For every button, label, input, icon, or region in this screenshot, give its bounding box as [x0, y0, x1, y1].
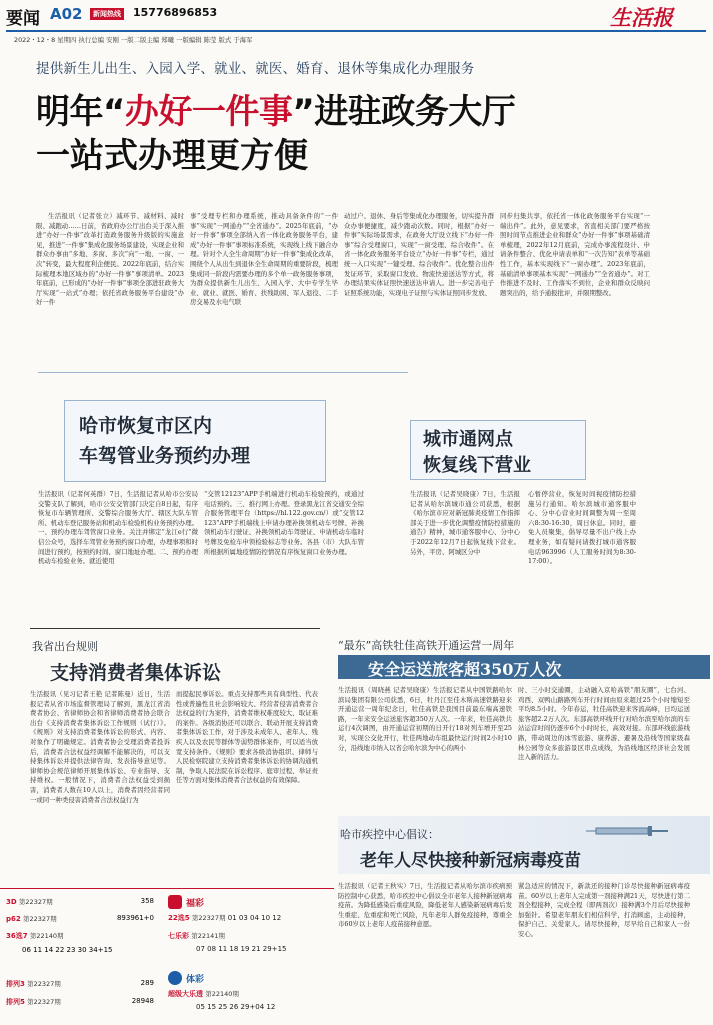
story3-title-1: 城市通网点: [423, 429, 513, 450]
syringe-icon: [586, 822, 670, 832]
story2-col-2: “交管12123”APP手机端进行机动车检验预约，或通过电话预约。三、推行网上办理。登录黑龙江省交通安全综合服务管理平台（https://hl.122.gov.cn/）或“交管12123”APP手机端线上申请办理补换领机动车号牌、补换领机动车行驶证、补换领机动车驾驶证、申请机动车临时号牌及免检车申领检验标志等业务。各县（市）大队车管所根据所属地疫情防控情况有序恢复窗口业务办理。: [204, 490, 364, 556]
story3-col-1: 生活报讯（记者吴晓康）7日，生活报记者从哈尔滨城市通公司获悉，根据《哈尔滨市应对新冠肺炎疫情工作指挥部关于进一步优化调整疫情防控措施的通告》精神，城市通客服中心、分中心于2022年12月7日起恢复线下营业。另外，平房、阿城区分中: [410, 490, 520, 556]
lotto-issue: 第22140期: [205, 990, 239, 998]
ticai-label: 体彩: [186, 975, 205, 985]
lotto-result: 358: [140, 897, 154, 905]
story2-col-1: 生活报讯（记者何英群）7日，生活报记者从哈市公安局交警支队了解到，哈市公安交管部门决定自8日起，有序恢复市车辆管理所、交警综合服务大厅、辖区大队车管所、机动车登记服务站和机动车检验机构业务预约办理。一、预约办理车驾管窗口业务。关注并绑定“龙江e行”微信公众号，选择车驾管业务预约窗口办理，办理事项和时间进行预约，按预约时间、窗口地址办理。二、预约办理机动车检验业务。就近使用: [38, 490, 198, 566]
story5-col-1: 生活报讯（周晓燕 记者吴晓康）生活报记者从中国铁路哈尔滨局集团有限公司获悉，6日，牡丹江至佳木斯高速铁路迎来开通运营一周年纪念日，牡佳高铁是我国目前最东端高速铁路，一年来安全运送旅客超350万人次。一年来，牡佳高铁共运行4次调图，由开通运营初期的日开行18对列车增开至25对，实现公交化开行，牡佳两地动车组最快运行时间2小时10分，沿线地市纳入以省会哈尔滨为中心的两小: [338, 686, 512, 752]
header-rule: [6, 30, 706, 32]
lotto-name: 超级大乐透: [168, 990, 203, 998]
lotto-result: 07 08 11 18 19 21 29+15: [196, 945, 287, 953]
headline-pre: 明年“: [36, 92, 125, 132]
ticai-logo-icon: [168, 971, 182, 985]
lead-headline: [36, 84, 706, 133]
story5-col-2: 时、三小时交通圈，主动融入京哈高铁“朋友圈”，七台河、鸡西、双鸭山路路列车开行时间由原来超过25个小时缩短至平均8.5小时。今年春运，牡佳高铁迎来客流高峰，日均运送旅客超2.2万人次。东部高铁环线开行对哈尔滨至哈尔滨的车站运营时间仍逐步6个小时时长，高效对接。东部环线旅游线路，带动周边的冰雪旅游、康养游、避暑及沿线等国家级森林公园等众多旅游景区串点成线，为沿线地区经济社会发展注入新的活力。: [518, 686, 690, 762]
lotto-row: [6, 931, 156, 941]
lotto-issue: 第22327期: [27, 980, 61, 988]
lotto-row: [6, 897, 156, 906]
lotto-row: [6, 997, 156, 1007]
story6-col-2: 紧急适应的情况下，新款还的接种门诊尽快接种新冠病毒疫苗。60岁以上老年人完成第一剂接种满21天，尽快进行第二剂全程接种，完成全程（即两剂次）接种满3个月后尽快接种加强针。希望老年朋友们相信科学，打消顾虑，主动接种，保护自己、关爱家人。请尽快接种，尽早给自己和家人一份安心。: [518, 882, 690, 938]
lotto-issue: 第22327期: [27, 998, 61, 1006]
lead-headline-line2: 一站式办理更方便: [36, 136, 308, 176]
lotto-result: 05 15 25 26 29+04 12: [196, 1003, 276, 1011]
lotto-issue: 第22327期: [191, 914, 226, 922]
lotto-result: 06 11 14 22 23 30 34+15: [22, 946, 113, 954]
story4-col-1: 生活报讯（见习记者王艳 记者陈曼）近日，生活报记者从省市场监督管理局了解到，黑龙江省消费者协会、省律师协会和省律师消费者协会联合出台《支持消费者集体诉讼工作规则（试行）》。《规则》对支持消费者集体诉讼的形式、内容、对象作了明确规定。消费者协会受理消费者投诉后，消费者合法权益经调解不能解决的，可以支持集体诉讼并提供法律咨询、发表指导意见等。律师协会规范律师开展集体诉讼、专业指导、支持维权。一般情况下，消费者合法权益受到损害，消费者人数在10人以上，消费者因经营者同一或同一种类侵害消费者合法权益行为: [30, 690, 170, 804]
lotto-name: p62: [6, 915, 21, 923]
story3-title-box: [410, 420, 586, 480]
story5-title-band: [338, 655, 710, 679]
story3-title-2: 恢复线下营业: [423, 455, 531, 476]
fucai-row: [168, 913, 328, 923]
lotto-issue: 第22140期: [29, 932, 64, 940]
hotline-badge: 新闻热线: [90, 8, 124, 20]
edition-info: 2022・12・8 星期四 执行总编 安刚 一版二版主编 郑曦 一版编辑 陈莹 版式 于海军: [14, 36, 253, 44]
fucai-row: [168, 931, 328, 941]
lead-col-4: 同步归集共享，依托省一体化政务服务平台实现“一端出件”。此外，意见要求，省直相关部门要严格按照时间节点推进企业和群众“办好一件事”事项基础清单梳理，2022年12月底前，完成办事流程设计、申请条件整合、优化申请表单和“一次告知”表单等基础性工作，基本实现线下“一窗办理”。2023年底前，基础清单事项基本实现“一网通办”“全省通办”。对工作推进不及时、工作落实不到位，企业和群众反映问题突出的，给予通报批评，并限期整改。: [500, 212, 650, 297]
lotto-result: 289: [140, 979, 154, 987]
lead-col-3: 动过户、退休、身后等集成化办理服务，切实提升群众办事便捷度，减少跑动次数。同时，根据“办好一件事”实际场景需求，在政务大厅设立线下“办好一件事”综合受理窗口，实现“一窗受理、综合收件”。在省一体化政务服务平台设立“办好一件事”专栏，通过统一入口实现“一键受理、综合收件”。优化整合出件发证环节，采取窗口发放、物流快递送达等方式，将办理结果实体证照快速送达申请人。进一步完善电子证照系统功能，实现电子证照与实体证照同步发放、: [344, 212, 494, 297]
fucai-logo-icon: [168, 895, 182, 909]
lotto-issue: 第22141期: [191, 932, 225, 940]
ticai-row: [168, 989, 328, 999]
fucai-label: 福彩: [186, 899, 205, 909]
section-name: 要闻: [6, 9, 40, 29]
story5-title: 安全运送旅客超350万人次: [368, 660, 562, 679]
lotto-result: 28948: [131, 997, 154, 1005]
story6-col-1: 生活报讯（记者王秋实）7日，生活报记者从哈尔滨市疾病预防控制中心获悉，哈市疾控中心倡议全市老年人接种新冠病毒疫苗。为降低感染后重症风险，降低老年人感染新冠病毒后发生重症、危重症和死亡风险，凡年老年人群免疫接种，尊重全市60岁以上老年人疫苗接种意愿。: [338, 882, 512, 929]
story2-title-1: 哈市恢复市区内: [79, 415, 213, 437]
story4-rule: [30, 628, 320, 629]
lotto-result: 01 03 04 10 12: [227, 914, 282, 922]
story2-title-2: 车驾管业务预约办理: [79, 445, 251, 467]
lotto-result: 893961+0: [116, 914, 154, 922]
lotto-name: 排列3: [6, 980, 25, 988]
brand-logo: 生活报: [610, 5, 673, 30]
lotto-name: 七乐彩: [168, 932, 189, 940]
story3-col-2: 心暂停营业，恢复时间视疫情防控措施另行通知。哈尔滨城市通客服中心、分中心营业时间调整为周一至周六8:30-16:30，周日休息。同时，避免人员聚集，倡导尽量不出户线上办理业务，如有疑问请拨打城市通客服电话963996（人工服务时间为8:30-17:00）。: [528, 490, 636, 566]
story5-kicker: “最东”高铁牡佳高铁开通运营一周年: [338, 639, 515, 652]
story4-title: 支持消费者集体诉讼: [50, 662, 222, 684]
lotto-issue: 第22327期: [18, 898, 53, 906]
lotto-name: 排列5: [6, 998, 25, 1006]
headline-post: ”进驻政务大厅: [292, 92, 516, 132]
lead-col-1: 生活报讯（记者张立）减环节、减材料、减时限、减跑动……日前，省政府办公厅出台关于深入推进“办好一件事”改革打造政务服务升级版的实施意见，推进“一件事”集成化服务场景建设，实现企业和群众办事由“多地、多窗、多次”向“一地、一窗、一次”转变，最大程度利企便民。2022年底前，结合实际梳理本地区域办的“办好一件事”事项清单。2023年底前，已形成的“办好一件事”事项全部进驻政务大厅实现“一站式”办理；依托省政务服务平台建设“办好一件: [36, 212, 184, 307]
lead-col-2: 事”受理专栏和办理系统，推动具备条件的“一件事”实现“一网通办”“全省通办”。2025年底前，“办好一件事”事项全部纳入省一体化政务服务平台，建成“办好一件事”事项标准系统，实现线上线下融合办理。针对个人全生命周期“办好一件事”集成化改革，围绕个人从出生到退休全生命周期的重要阶段，梳理集成同一阶段内需要办理的多个单一政务服务事项，为群众提供新生儿出生、入园入学、大中专学生毕业、就业、就医、婚育、扶残助困、军人退役、二手房交易及水电气联: [190, 212, 338, 307]
story6-kicker: 哈市疾控中心倡议：: [340, 828, 439, 841]
lotto-issue: 第22327期: [23, 915, 57, 923]
lotto-name: 3D: [6, 898, 17, 906]
lotto-name: 36选7: [6, 932, 28, 940]
story4-kicker: 我省出台规则: [32, 640, 98, 653]
masthead: [0, 0, 713, 62]
story6-title: 老年人尽快接种新冠病毒疫苗: [360, 851, 581, 871]
story2-title-box: [64, 400, 326, 482]
lottery-panel: [0, 888, 334, 1025]
lotto-row: [6, 979, 156, 989]
page-code: A02: [50, 5, 83, 23]
lead-kicker: 提供新生儿出生、入园入学、就业、就医、婚育、退休等集成化办理服务: [36, 61, 475, 77]
lotto-row: [6, 914, 156, 923]
hotline-number: 15776896853: [133, 6, 218, 19]
story4-col-2: 而提起民事诉讼。重点支持那些具有典型性、代表性或普遍性且社会影响较大、经营者侵害消费者合法权益的行为案件，消费者维权难度较大、取证难的案件。各级消协还可以联合、联动开展支持消费者集体诉讼工作，对于涉及未成年人、老年人、残疾人以及农民等群体等弱势群体案件，可以适当放宽支持条件。《规则》要求各级消协组织、律师与人民检察院建立支持消费者集体诉讼的协调沟通机制，争取人民法院在诉讼程序、庭审过程、举证责任等方面对集体消费者合法权益的有效保障。: [176, 690, 318, 785]
headline-highlight: 办好一件事: [124, 92, 293, 132]
lotto-name: 22选5: [168, 914, 190, 922]
